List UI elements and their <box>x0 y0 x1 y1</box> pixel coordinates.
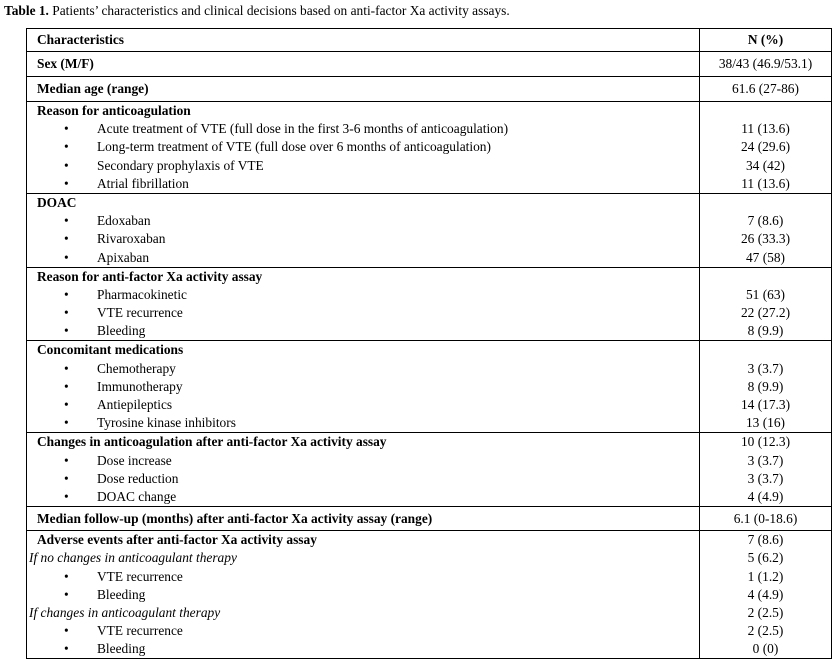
value-cell: 2 (2.5) <box>747 623 784 639</box>
bullet-icon: • <box>64 586 69 602</box>
table-row-changes <box>27 433 832 507</box>
value-cell: 8 (9.9) <box>747 378 784 394</box>
list-item: • Chemotherapy <box>27 360 699 378</box>
list-item: • Bleeding <box>27 586 699 604</box>
value-cell: 7 (8.6) <box>747 532 784 548</box>
value-cell: 4 (4.9) <box>747 488 784 504</box>
age-label: Median age (range) <box>37 81 149 96</box>
bullet-icon: • <box>64 378 69 394</box>
age-value: 61.6 (27-86) <box>732 81 799 96</box>
bullet-icon: • <box>64 488 69 504</box>
bullet-icon: • <box>64 121 69 137</box>
list-item: • VTE recurrence <box>27 568 699 586</box>
list-item: • Tyrosine kinase inhibitors <box>27 414 699 432</box>
change-label: If changes in anticoagulant therapy <box>29 604 221 620</box>
table-row-age <box>27 77 832 102</box>
value-cell: 24 (29.6) <box>740 139 791 155</box>
value-cell: 34 (42) <box>745 157 786 173</box>
list-item: • Rivaroxaban <box>27 230 699 248</box>
caption-label: Table 1. <box>4 3 49 18</box>
list-item: • Apixaban <box>27 249 699 267</box>
list-item: • Antiepileptics <box>27 396 699 414</box>
header-n-percent: N (%) <box>747 32 784 47</box>
value-cell: 0 (0) <box>752 641 779 657</box>
value-cell: 7 (8.6) <box>747 213 784 229</box>
value-cell: 5 (6.2) <box>747 550 784 566</box>
list-item: • Atrial fibrillation <box>27 175 699 193</box>
table-row-doac <box>27 193 832 267</box>
followup-value: 6.1 (0-18.6) <box>733 511 798 527</box>
bullet-icon: • <box>64 175 69 191</box>
value-cell: 51 (63) <box>745 286 786 302</box>
list-item: • DOAC change <box>27 488 699 506</box>
bullet-icon: • <box>64 231 69 247</box>
value-cell: 47 (58) <box>745 249 786 265</box>
bullet-icon: • <box>64 641 69 657</box>
value-cell: 4 (4.9) <box>747 586 784 602</box>
list-item: • Dose reduction <box>27 470 699 488</box>
caption-text: Patients’ characteristics and clinical decisions based on anti-factor Xa activity assays. <box>48 3 510 18</box>
value-cell: 3 (3.7) <box>747 452 784 468</box>
characteristics-table <box>26 28 832 659</box>
followup-label: Median follow-up (months) after anti-factor Xa activity assay (range) <box>37 511 433 527</box>
table-caption <box>4 3 510 19</box>
doac-title: DOAC <box>37 194 77 210</box>
bullet-icon: • <box>64 249 69 265</box>
bullet-icon: • <box>64 305 69 321</box>
bullet-icon: • <box>64 286 69 302</box>
list-item: • Dose increase <box>27 452 699 470</box>
bullet-icon: • <box>64 360 69 376</box>
bullet-icon: • <box>64 397 69 412</box>
bullet-icon: • <box>64 139 69 155</box>
bullet-icon: • <box>64 623 69 639</box>
list-item: • Acute treatment of VTE (full dose in the first 3-6 months of anticoagulation) <box>27 120 699 138</box>
meds-title: Concomitant medications <box>37 342 184 358</box>
table-row-followup <box>27 507 832 531</box>
list-item: • Bleeding <box>27 640 699 658</box>
table-row-reason-anticoagulation <box>27 102 832 194</box>
value-cell: 10 (12.3) <box>740 434 791 450</box>
changes-title: Changes in anticoagulation after anti-factor Xa activity assay <box>37 434 387 450</box>
list-item: • Immunotherapy <box>27 378 699 396</box>
list-item: • Pharmacokinetic <box>27 286 699 304</box>
value-cell: 3 (3.7) <box>747 470 784 486</box>
sex-label: Sex (M/F) <box>37 56 94 71</box>
list-item: • Edoxaban <box>27 212 699 230</box>
value-cell: 22 (27.2) <box>740 305 791 321</box>
list-item: • Long-term treatment of VTE (full dose over 6 months of anticoagulation) <box>27 138 699 156</box>
bullet-icon: • <box>64 568 69 584</box>
bullet-icon: • <box>64 452 69 468</box>
header-characteristics: Characteristics <box>37 32 125 47</box>
value-cell: 1 (1.2) <box>747 568 784 584</box>
table-row-assay-reason <box>27 267 832 341</box>
reason-title: Reason for anticoagulation <box>37 103 191 118</box>
value-cell: 13 (16) <box>745 415 786 431</box>
bullet-icon: • <box>64 213 69 229</box>
list-item: • Secondary prophylaxis of VTE <box>27 157 699 175</box>
no-change-label: If no changes in anticoagulant therapy <box>29 550 237 566</box>
table-row-sex <box>27 52 832 77</box>
bullet-icon: • <box>64 470 69 486</box>
value-cell: 14 (17.3) <box>740 397 791 412</box>
value-cell: 3 (3.7) <box>747 360 784 376</box>
table-row-adverse-events <box>27 531 832 659</box>
bullet-icon: • <box>64 157 69 173</box>
list-item: • VTE recurrence <box>27 304 699 322</box>
value-cell: 11 (13.6) <box>741 121 790 137</box>
value-cell: 8 (9.9) <box>747 323 784 339</box>
table-row-medications <box>27 341 832 433</box>
table-header-row <box>27 29 832 52</box>
bullet-icon: • <box>64 323 69 339</box>
value-cell: 26 (33.3) <box>740 231 791 247</box>
list-item: • Bleeding <box>27 322 699 340</box>
value-cell: 2 (2.5) <box>747 604 784 620</box>
bullet-icon: • <box>64 415 69 431</box>
adverse-title: Adverse events after anti-factor Xa activity assay <box>37 532 317 548</box>
value-cell: 11 (13.6) <box>741 175 790 191</box>
sex-value: 38/43 (46.9/53.1) <box>718 56 813 71</box>
list-item: • VTE recurrence <box>27 622 699 640</box>
assay-reason-title: Reason for anti-factor Xa activity assay <box>37 268 263 284</box>
